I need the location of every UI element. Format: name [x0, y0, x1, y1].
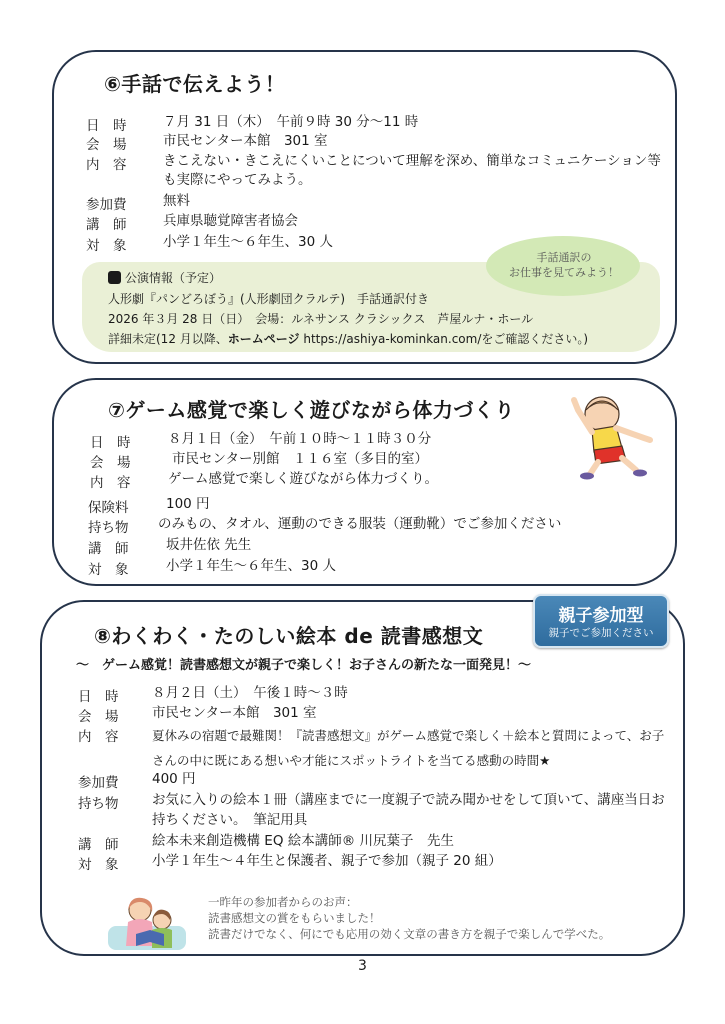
value-fee: 無料	[163, 193, 190, 209]
value-lecturer: 兵庫県聴覚障害者協会	[163, 213, 298, 229]
course-7-title: ⑦ゲーム感覚で楽しく遊びながら体力づくり	[108, 398, 515, 422]
label-venue: 会 場	[78, 709, 119, 725]
value-venue: 市民センター本館 301 室	[152, 705, 317, 721]
performance-title: 人形劇『パンどろぼう』(人形劇団クラルテ) 手話通訳付き	[108, 292, 430, 306]
label-content: 内 容	[78, 729, 119, 745]
value-content: ゲーム感覚で楽しく遊びながら体力づくり。	[168, 471, 438, 487]
parent-child-reading-illustration	[106, 894, 188, 952]
bubble-line-2: お仕事を見てみよう！	[509, 266, 619, 279]
label-date: 日 時	[90, 435, 131, 451]
course-8-title: ⑧わくわく・たのしい絵本 de 読書感想文	[94, 624, 484, 648]
label-insurance: 保険料	[88, 500, 129, 516]
label-lecturer: 講 師	[88, 541, 129, 557]
value-lecturer: 坂井佐依 先生	[166, 537, 252, 553]
label-target: 対 象	[78, 857, 119, 873]
value-content: きこえない・きこえにくいことについて理解を深め、簡単なコミュニケーション等も実際にやってみよう。	[163, 153, 661, 188]
value-belongings: のみもの、タオル、運動のできる服装（運動靴）でご参加ください	[158, 516, 562, 532]
value-date: ８月１日（金） 午前１０時〜１１時３０分	[168, 431, 432, 447]
value-lecturer: 絵本未来創造機構 EQ 絵本講師® 川尻葉子 先生	[152, 833, 455, 849]
label-venue: 会 場	[90, 455, 131, 471]
page-number: 3	[358, 958, 367, 974]
label-content: 内 容	[90, 475, 131, 491]
course-8-subtitle: 〜 ゲーム感覚！読書感想文が親子で楽しく！お子さんの新たな一面発見！〜	[76, 658, 532, 673]
label-date: 日 時	[86, 118, 127, 134]
exercising-child-illustration	[552, 390, 664, 482]
value-target: 小学１年生〜６年生、30 人	[163, 234, 333, 250]
label-lecturer: 講 師	[86, 217, 127, 233]
value-venue: 市民センター本館 301 室	[163, 133, 328, 149]
course-6-title: ⑥手話で伝えよう！	[104, 72, 286, 96]
voice-line-1: 読書感想文の賞をもらいました！	[208, 911, 381, 925]
value-fee: 400 円	[152, 771, 196, 787]
voice-heading: 一昨年の参加者からのお声：	[208, 895, 358, 909]
value-venue: 市民センター別館 １１６室（多目的室）	[172, 451, 428, 467]
value-date: ８月２日（土） 午後１時〜３時	[152, 685, 348, 701]
label-belongings: 持ち物	[78, 796, 119, 812]
performance-date-venue: 2026 年３月 28 日（日） 会場：ルネサンス クラシックス 芦屋ルナ・ホール	[108, 312, 534, 326]
value-content: 夏休みの宿題で最難関！『読書感想文』がゲーム感覚で楽しく＋絵本と質問によって、お子さんの中に既にある想いや才能にスポットライトを当てる感動の時間★	[152, 728, 665, 768]
value-target: 小学１年生〜４年生と保護者、親子で参加（親子 20 組）	[152, 853, 502, 869]
label-target: 対 象	[86, 238, 127, 254]
value-insurance: 100 円	[166, 496, 210, 512]
value-belongings: お気に入りの絵本１冊（講座までに一度親子で読み聞かせをして頂いて、講座当日お持ちください。 筆記用具	[152, 792, 665, 828]
label-lecturer: 講 師	[78, 837, 119, 853]
homepage-link[interactable]: ホームページ	[227, 332, 300, 346]
performance-heading: 公演情報（予定）	[108, 270, 221, 286]
label-content: 内 容	[86, 157, 127, 173]
badge-subtitle: 親子でご参加ください	[548, 627, 654, 639]
label-fee: 参加費	[78, 775, 119, 791]
label-belongings: 持ち物	[88, 520, 129, 536]
badge-title: 親子参加型	[558, 606, 644, 626]
performance-details: 詳細未定(12 月以降、ホームページ https://ashiya-kominkan.com/をご確認ください。)	[108, 332, 589, 346]
theater-mask-icon	[108, 271, 121, 284]
voice-line-2: 読書だけでなく、何にでも応用の効く文章の書き方を親子で楽しんで学べた。	[208, 927, 611, 941]
label-venue: 会 場	[86, 137, 127, 153]
parent-child-badge	[533, 594, 669, 648]
value-date: ７月 31 日（木） 午前９時 30 分〜11 時	[163, 114, 419, 130]
label-fee: 参加費	[86, 197, 127, 213]
bubble-text	[494, 250, 634, 280]
label-date: 日 時	[78, 689, 119, 705]
bubble-line-1: 手話通訳の	[536, 251, 592, 264]
label-target: 対 象	[88, 562, 129, 578]
value-target: 小学１年生〜６年生、30 人	[166, 558, 336, 574]
